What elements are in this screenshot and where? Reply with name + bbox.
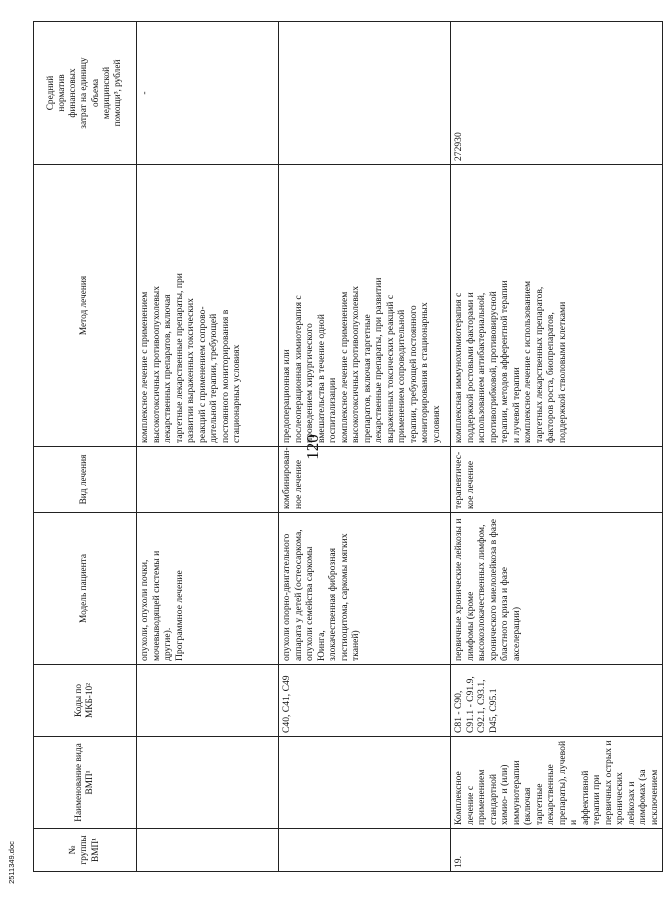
cell-model: опухоли, опухоли почки, мочевыводящей системы и другие). Программное лечение <box>137 513 279 665</box>
table-row <box>279 22 451 872</box>
header-group-no: № группы ВМП¹ <box>34 829 137 872</box>
cell-codes <box>137 665 279 737</box>
cell-model: первичные хронические лейкозы и лимфомы (кроме высокозлокачественных лимфом, хронического миелолейкоза в фазе бластного криза и фазе акселерации) <box>451 513 663 665</box>
header-model: Модель пациента <box>34 513 137 665</box>
cell-group-no: 19. <box>451 829 663 872</box>
cell-method: комплексное лечение с применением высокотоксичных противоопухолевых лекарственных препаратов, включая таргетные лекарственные препараты, при развитии выраженных токсических реакций с применением сопрово- дительной терапии, требующей постоянного мониторирования в стационарных условиях <box>137 165 279 447</box>
header-name: Наименование вида ВМП¹ <box>34 737 137 829</box>
cell-kind <box>137 447 279 513</box>
document-code: 2511349.doc <box>6 841 16 884</box>
cell-method: предоперационная или послеоперационная химиотерапия с проведением хирургического вмешательства в течение одной госпитализации комплексное лечение с применением высокотоксичных противоопухолевых препаратов, включая таргетные лекарственные препараты, при развитии выраженных токсических реакций с применением сопроводительной терапии, требующей постоянного мониторирования в стационарных условиях <box>279 165 451 447</box>
cell-group-no <box>279 829 451 872</box>
cell-name <box>279 737 451 829</box>
table-row <box>137 22 279 872</box>
cell-norm <box>279 22 451 165</box>
cell-codes: C40, C41, C49 <box>279 665 451 737</box>
cell-name <box>137 737 279 829</box>
table-row <box>451 22 663 872</box>
header-codes: Коды по МКБ-10² <box>34 665 137 737</box>
table-header-row <box>34 22 137 872</box>
cell-codes: C81 - C90, C91.1 - C91.9, C92.1, C93.1, D45, C95.1 <box>451 665 663 737</box>
header-norm: Средний норматив финансовых затрат на единицу объема медицинской помощи³, рублей <box>34 22 137 165</box>
header-method: Метод лечения <box>34 165 137 447</box>
cell-norm: 272930 <box>451 22 663 165</box>
cell-method: комплексная иммунохимиотерапия с поддержкой ростовыми факторами и использованием антибактериальной, противогрибковой, противовирусной терапии, методов афферентной терапии и лучевой терапии комплексное лечение с использованием таргетных лекарственных препаратов, факторов роста, биопрепаратов, поддержкой стволовыми клетками <box>451 165 663 447</box>
cell-model: опухоли опорно-двигательного аппарата у детей (остеосаркома, опухоли семейства саркомы Юинга, злокачественная фиброзная гистиоцитома, саркомы мягких тканей) <box>279 513 451 665</box>
page-number: 120 <box>302 434 322 460</box>
cell-group-no <box>137 829 279 872</box>
vmp-table <box>33 21 663 872</box>
cell-name: Комплексное лечение с применением стандартной химио- и (или) иммунотерапии (включая таргетные лекарственные препараты), лучевой и аффективной терапии при первичных острых и хронических лейкозах и лимфомах (за исключением <box>451 737 663 829</box>
cell-kind: комбинирован- ное лечение <box>279 447 451 513</box>
cell-kind: терапевтичес- кое лечение <box>451 447 663 513</box>
cell-norm: - <box>137 22 279 165</box>
header-kind: Вид лечения <box>34 447 137 513</box>
